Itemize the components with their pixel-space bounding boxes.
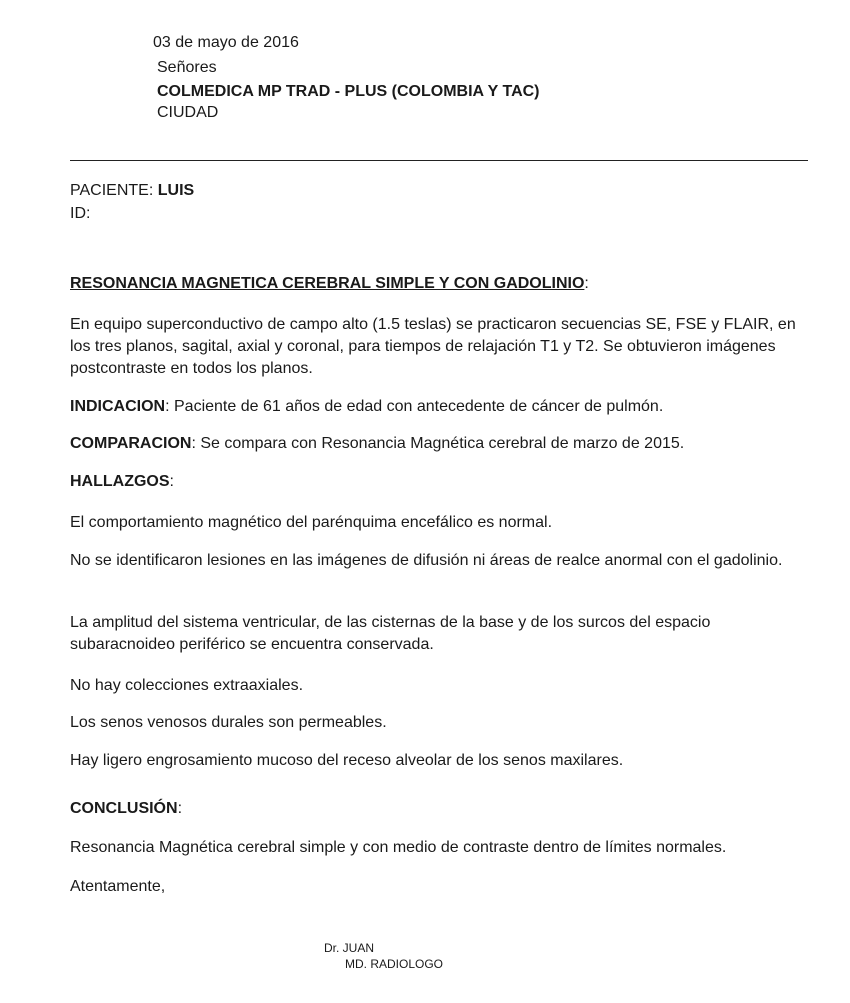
conclusion-colon: :: [177, 800, 183, 817]
finding-item: Hay ligero engrosamiento mucoso del receso alveolar de los senos maxilares.: [70, 752, 624, 769]
finding-item: No se identificaron lesiones en las imágenes de difusión ni áreas de realce anormal con el gadolinio.: [70, 552, 783, 569]
closing: Atentamente,: [70, 878, 166, 895]
city: CIUDAD: [157, 104, 219, 121]
comparison-text: : Se compara con Resonancia Magnética cerebral de marzo de 2015.: [191, 435, 685, 452]
conclusion-label: CONCLUSIÓN: [70, 800, 178, 817]
study-title-colon: :: [584, 275, 589, 292]
patient-line: [70, 180, 194, 202]
header-divider: [70, 160, 808, 161]
signature-name: Dr. JUAN: [324, 941, 375, 955]
indication-label: INDICACION: [70, 398, 166, 415]
patient-label: PACIENTE:: [70, 182, 154, 199]
findings-heading: [70, 471, 810, 493]
finding-item: No hay colecciones extraaxiales.: [70, 677, 304, 694]
patient-id-label: ID:: [70, 205, 91, 222]
comparison-line: [70, 433, 810, 455]
letter-date: 03 de mayo de 2016: [153, 34, 299, 51]
technique-paragraph: En equipo superconductivo de campo alto (1.5 teslas) se practicaron secuencias SE, FSE y FLAIR, en los tres planos, sagital, axial y coronal, para tiempos de relajación T1 y T2. Se obtuvieron imágenes postcontraste en todos los planos.: [70, 316, 796, 377]
indication-text: : Paciente de 61 años de edad con antecedente de cáncer de pulmón.: [165, 398, 664, 415]
patient-name: LUIS: [157, 182, 195, 199]
indication-line: [70, 396, 810, 418]
findings-label: HALLAZGOS: [70, 473, 170, 490]
findings-colon: :: [169, 473, 174, 490]
conclusion-heading: [70, 798, 810, 820]
finding-item: Los senos venosos durales son permeables.: [70, 714, 387, 731]
comparison-label: COMPARACION: [70, 435, 192, 452]
finding-item: El comportamiento magnético del parénquima encefálico es normal.: [70, 514, 553, 531]
salutation: Señores: [157, 59, 217, 76]
study-title: RESONANCIA MAGNETICA CEREBRAL SIMPLE Y CON GADOLINIO: [70, 275, 585, 292]
finding-item: La amplitud del sistema ventricular, de las cisternas de la base y de los surcos del espacio subaracnoideo periférico se encuentra conservada.: [70, 614, 711, 653]
signature-title: MD. RADIOLOGO: [345, 957, 444, 971]
recipient: COLMEDICA MP TRAD - PLUS (COLOMBIA Y TAC): [157, 83, 540, 100]
conclusion-text: Resonancia Magnética cerebral simple y con medio de contraste dentro de límites normales.: [70, 839, 727, 856]
study-title-line: [70, 273, 589, 295]
